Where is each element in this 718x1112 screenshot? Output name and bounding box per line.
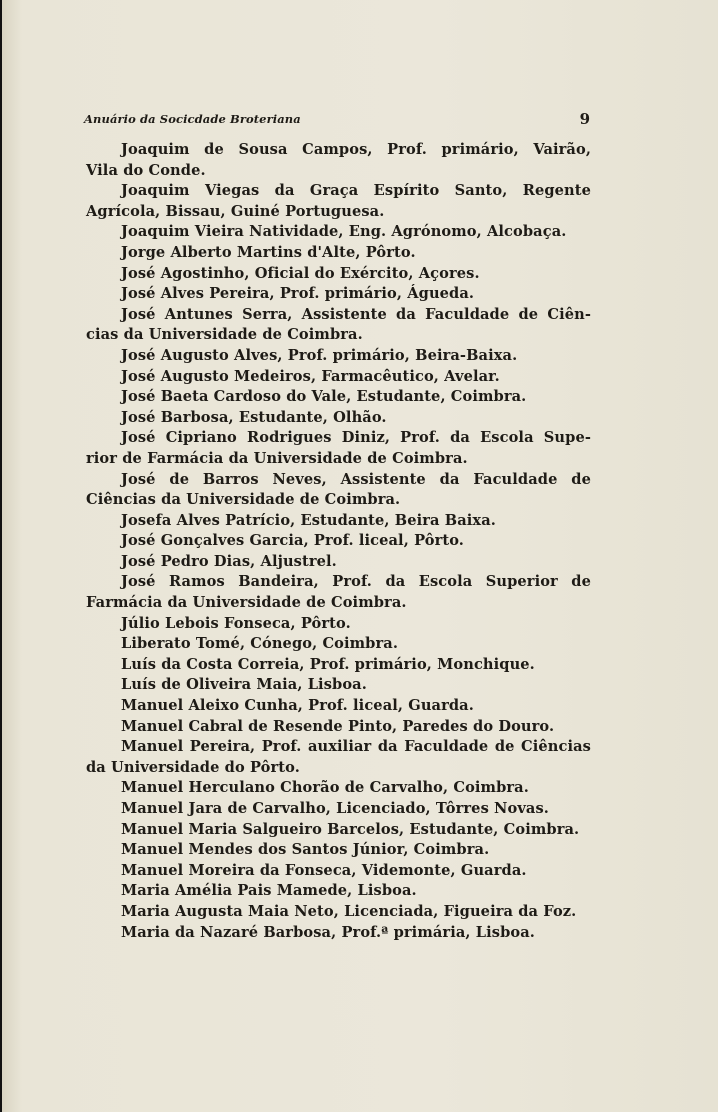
member-entry-line: José Barbosa, Estudante, Olhão. xyxy=(121,408,387,426)
member-entry-line: da Universidade do Pôrto. xyxy=(86,758,300,776)
member-entry-line: Josefa Alves Patrício, Estudante, Beira Baixa. xyxy=(121,511,496,529)
member-entry-line: Liberato Tomé, Cónego, Coimbra. xyxy=(121,635,399,653)
member-entry-line: José Cipriano Rodrigues Diniz, Prof. da Escola Supe- xyxy=(121,429,591,447)
member-entry-line: Ciências da Universidade de Coimbra. xyxy=(86,491,401,509)
member-entry-line: José Gonçalves Garcia, Prof. liceal, Pôrto. xyxy=(121,532,464,550)
member-entry-line: José de Barros Neves, Assistente da Faculdade de xyxy=(121,470,591,488)
member-entry-line: José Agostinho, Oficial do Exército, Açores. xyxy=(121,264,480,282)
member-entry-line: José Ramos Bandeira, Prof. da Escola Superior de xyxy=(121,573,591,591)
member-entry-line: Maria da Nazaré Barbosa, Prof.ª primária, Lisboa. xyxy=(121,923,535,941)
member-entry-line: Manuel Herculano Chorão de Carvalho, Coimbra. xyxy=(121,779,529,797)
running-header xyxy=(84,110,590,130)
member-entry-line: Manuel Moreira da Fonseca, Videmonte, Guarda. xyxy=(121,861,527,879)
member-entry-line: rior de Farmácia da Universidade de Coimbra. xyxy=(86,449,468,467)
member-entry-line: José Baeta Cardoso do Vale, Estudante, Coimbra. xyxy=(121,388,527,406)
member-entry-line: Maria Augusta Maia Neto, Licenciada, Figueira da Foz. xyxy=(121,902,577,920)
member-entry-line: Manuel Mendes dos Santos Júnior, Coimbra. xyxy=(121,841,490,859)
running-title: Anuário da Socicdade Broteriana xyxy=(84,112,301,126)
member-entry-line: Joaquim Vieira Natividade, Eng. Agrónomo, Alcobaça. xyxy=(121,223,567,241)
member-entry-line: Joaquim de Sousa Campos, Prof. primário, Vairão, xyxy=(121,141,591,158)
member-entry-line: Manuel Pereira, Prof. auxiliar da Faculdade de Ciências xyxy=(121,738,591,756)
member-entry-line: Luís de Oliveira Maia, Lisboa. xyxy=(121,676,367,694)
member-entry-line: José Antunes Serra, Assistente da Faculdade de Ciên- xyxy=(121,305,591,323)
member-entry-line: cias da Universidade de Coimbra. xyxy=(86,326,363,344)
member-entry-line: Joaquim Viegas da Graça Espírito Santo, Regente xyxy=(121,182,591,200)
member-entry-line: Agrícola, Bissau, Guiné Portuguesa. xyxy=(86,202,385,220)
page-number: 9 xyxy=(579,110,590,128)
member-entry-line: Vila do Conde. xyxy=(86,161,206,179)
member-entry-line: Farmácia da Universidade de Coimbra. xyxy=(86,594,407,612)
member-entry-line: Manuel Maria Salgueiro Barcelos, Estudante, Coimbra. xyxy=(121,820,580,838)
member-entry-line: Manuel Aleixo Cunha, Prof. liceal, Guarda. xyxy=(121,697,474,715)
member-entry-line: Maria Amélia Pais Mamede, Lisboa. xyxy=(121,882,417,900)
member-entry-line: José Pedro Dias, Aljustrel. xyxy=(121,552,337,570)
member-entry-line: Jorge Alberto Martins d'Alte, Pôrto. xyxy=(121,243,416,261)
member-list xyxy=(86,140,591,943)
member-entry-line: Manuel Cabral de Resende Pinto, Paredes do Douro. xyxy=(121,717,555,735)
member-entry-line: Manuel Jara de Carvalho, Licenciado, Tôrres Novas. xyxy=(121,800,549,817)
member-entry-line: Luís da Costa Correia, Prof. primário, Monchique. xyxy=(121,655,535,673)
member-entry-line: José Augusto Alves, Prof. primário, Beira-Baixa. xyxy=(121,346,518,364)
member-entry-line: Júlio Lebois Fonseca, Pôrto. xyxy=(121,614,351,632)
member-entry-line: José Augusto Medeiros, Farmacêutico, Avelar. xyxy=(121,367,500,385)
member-entry-line: José Alves Pereira, Prof. primário, Águeda. xyxy=(121,285,475,303)
